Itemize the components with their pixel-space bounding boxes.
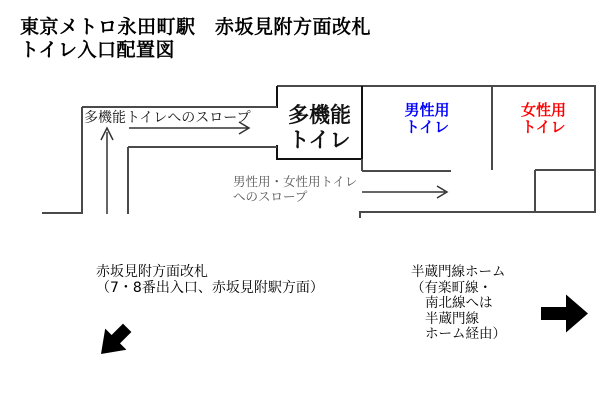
mens-womens-slope-label-line1: 男性用・女性用トイレ: [233, 174, 358, 189]
womens-toilet-room-label: [492, 102, 595, 136]
gate-destination-label: [96, 265, 324, 296]
up-arrow-icon: [101, 128, 113, 214]
multi-toilet-slope-label: 多機能トイレへのスロープ: [84, 110, 251, 126]
page-title: [20, 16, 371, 62]
platform-destination-label: [411, 265, 506, 343]
page-title-line1: 東京メトロ永田町駅 赤坂見附方面改札: [20, 16, 372, 38]
mens-womens-slope-label: [233, 175, 357, 204]
womens-toilet-room-label-line1: 女性用: [520, 101, 566, 119]
multi-toilet-room-label-line1: 多機能: [288, 103, 351, 127]
gate-direction-down-left-arrow-icon: [101, 324, 131, 354]
page-title-line2: トイレ入口配置図: [20, 39, 176, 61]
platform-direction-right-arrow-icon: [541, 295, 588, 333]
mens-toilet-room-label: [362, 102, 492, 136]
mw-slope-right-arrow-icon: [362, 186, 447, 198]
gate-destination-line1: 赤坂見附方面改札: [96, 264, 208, 280]
platform-destination-line5: ホーム経由）: [425, 326, 506, 342]
platform-destination-line1: 半蔵門線ホーム: [411, 264, 506, 280]
multi-toilet-room-label: [277, 103, 362, 153]
womens-toilet-room-label-line2: トイレ: [521, 118, 566, 136]
mens-womens-slope-label-line2: へのスロープ: [233, 188, 308, 204]
platform-destination-line3: 南北線へは: [425, 295, 493, 311]
mens-toilet-room-label-line2: トイレ: [404, 118, 450, 136]
platform-destination-line2: （有楽町線・: [411, 279, 492, 296]
multi-toilet-room-label-line2: トイレ: [288, 128, 351, 152]
platform-destination-line4: 半蔵門線: [425, 310, 479, 327]
gate-destination-line2: （7・8番出入口、赤坂見附駅方面）: [96, 279, 324, 296]
mens-toilet-room-label-line1: 男性用: [404, 101, 450, 119]
